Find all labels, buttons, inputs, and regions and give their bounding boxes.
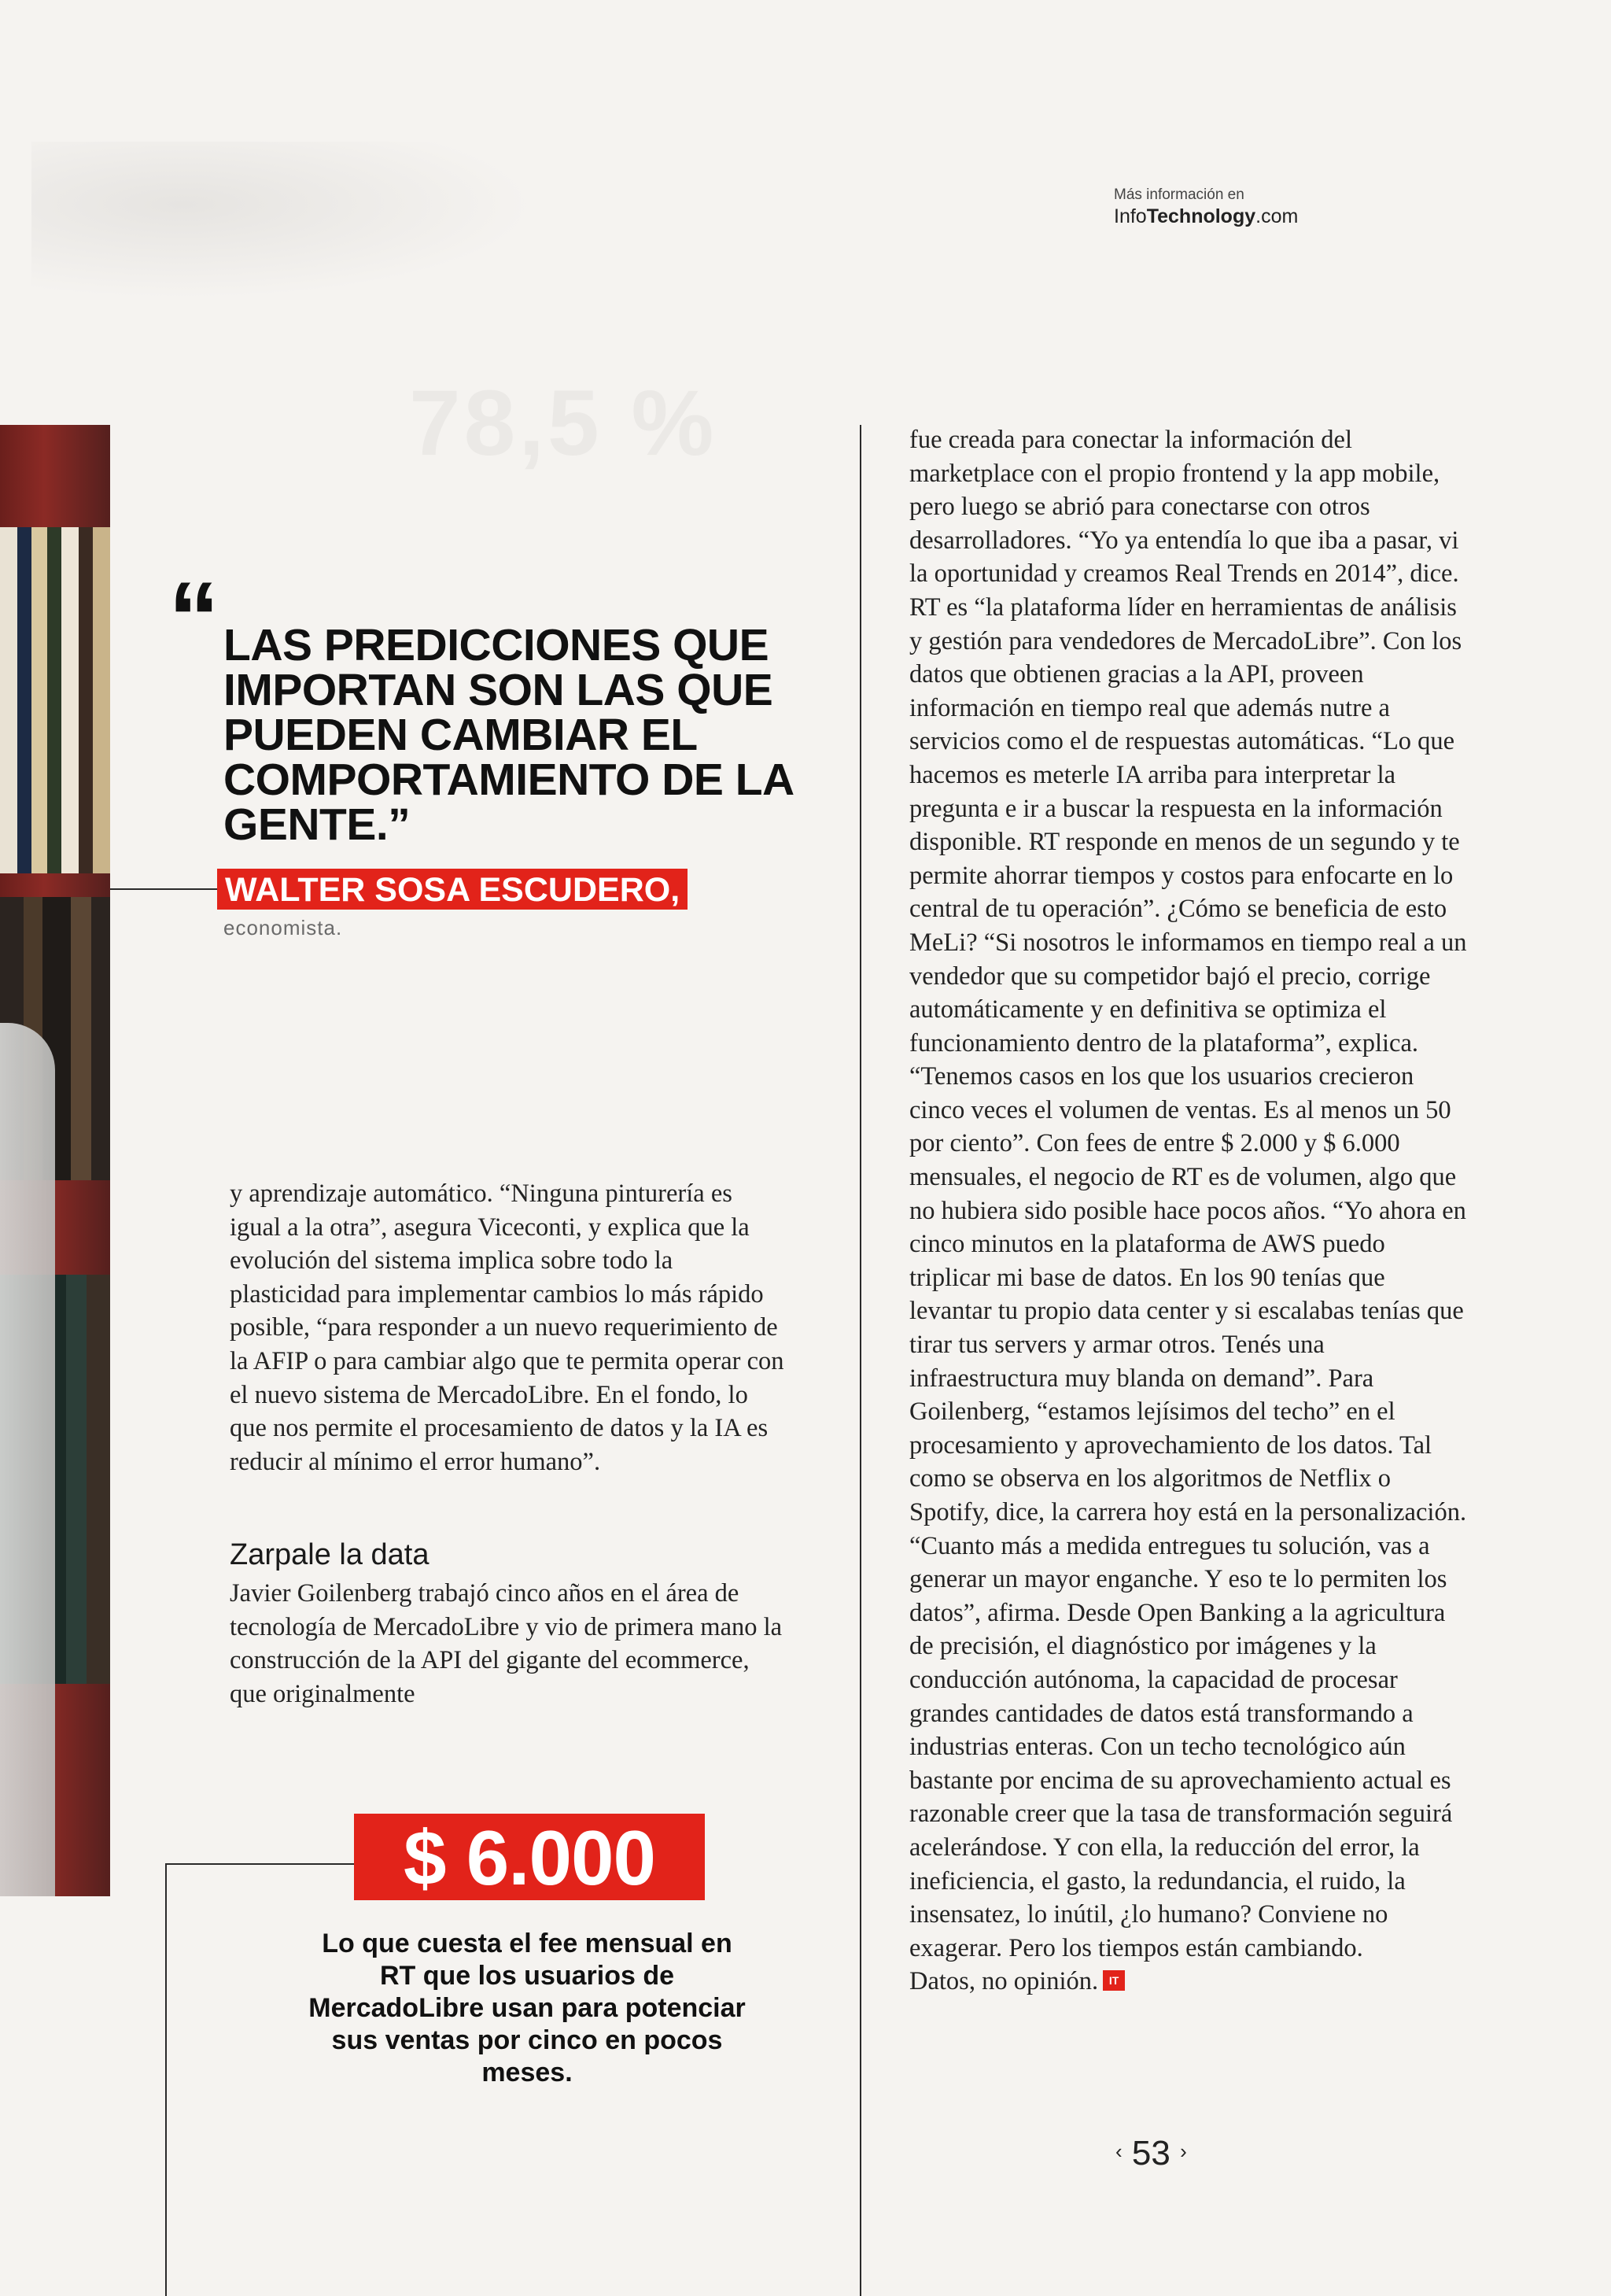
site-url: InfoTechnology.com [1114,205,1299,227]
arrow-left-icon: ‹ [1115,2139,1123,2163]
body-paragraph: y aprendizaje automático. “Ninguna pinturería es igual a la otra”, asegura Viceconti, y explica que la evolución del sistema implica sobre todo la plasticidad para implementar cambios lo más rápido posible, “para responder a un nuevo requerimiento de la AFIP o para cambiar algo que te permita operar con el nuevo sistema de MercadoLibre. En el fondo, lo que nos permite el procesamiento de datos y la IA es reducir al mínimo el error humano”. [230,1179,784,1476]
bookshelf-photo [0,425,110,1896]
stat-value: $ 6.000 [354,1814,705,1900]
more-info-link[interactable] [1114,186,1298,229]
page-number [1115,2134,1187,2173]
arrow-right-icon: › [1180,2139,1187,2163]
stat-box-rule [165,1863,167,2296]
page-number-value: 53 [1131,2134,1170,2172]
closing-line: Datos, no opinión. IT [909,1965,1468,1999]
stat-box-rule [165,1863,354,1865]
faded-background-graphic [31,142,535,299]
column-divider [860,425,861,2296]
right-column [909,423,1468,1999]
chair-photo-detail [0,1023,55,1896]
bookshelf-row [0,527,110,873]
pull-quote: LAS PREDICCIONES QUE IMPORTAN SON LAS QUE PUEDEN CAMBIAR EL COMPORTAMIENTO DE LA GENTE.” [223,620,793,850]
quote-author-role: economista. [223,916,343,939]
more-info-label: Más información en [1114,186,1244,203]
stat-description: Lo que cuesta el fee mensual en RT que los usuarios de MercadoLibre usan para potenciar sus ventas por cinco en pocos meses. [308,1929,746,2087]
end-mark-icon: IT [1103,1970,1125,1991]
body-paragraph: Javier Goilenberg trabajó cinco años en el área de tecnología de MercadoLibre y vio de primera mano la construcción de la API del gigante del ecommerce, que originalmente [230,1579,783,1708]
author-rule [110,888,220,890]
faded-background-stat: 78,5 % [409,371,717,475]
section-subhead: Zarpale la data [230,1538,429,1571]
body-paragraph: fue creada para conectar la información del marketplace con el propio frontend y la app mobile, pero luego se abrió para conectarse con otros desarrolladores. “Yo ya entendía lo que iba a pasar, vi la oportunidad y creamos Real Trends en 2014”, dice. RT es “la plataforma líder en herramientas de análisis y gestión para vendedores de MercadoLibre”. Con los datos que obtienen gracias a la API, proveen información en tiempo real que además nutre a servicios como el de respuestas automáticas. “Lo que hacemos es meterle IA arriba para interpretar la pregunta e ir a buscar la respuesta en la información disponible. RT responde en menos de un segundo y te permite ahorrar tiempos y costos para enfocarte en lo central de tu operación”. ¿Cómo se beneficia de esto MeLi? “Si nosotros le informamos en tiempo real a un vendedor que su competidor bajó el precio, corrige automáticamente y en definitiva se optimiza el funcionamiento dentro de la plataforma”, explica. “Tenemos casos en los que los usuarios crecieron cinco veces el volumen de ventas. Es al menos un 50 por ciento”. Con fees de entre $ 2.000 y $ 6.000 mensuales, el negocio de RT es de volumen, algo que no hubiera sido posible hace pocos años. “Yo ahora en cinco minutos en la plataforma de AWS puedo triplicar mi base de datos. En los 90 tenías que levantar tu propio data center y si escalabas tenías que tirar tus servers y armar otros. Tenés una infraestructura muy blanda on demand”. Para Goilenberg, “estamos lejísimos del techo” en el procesamiento y aprovechamiento de los datos. Tal como se observa en los algoritmos de Netflix o Spotify, dice, la carrera hoy está en la personalización. “Cuanto más a medida entregues tu solución, vas a generar un mayor enganche. Y eso te lo permiten los datos”, afirma. Desde Open Banking a la agricultura de precisión, el diagnóstico por imágenes y la conducción autónoma, la capacidad de procesar grandes cantidades de datos está transformando a industrias enteras. Con un techo tecnológico aún bastante por encima de su aprovechamiento actual es razonable creer que la tasa de transformación seguirá acelerándose. Y con ella, la reducción del error, la ineficiencia, el gasto, la redundancia, el ruido, la insensatez, lo inútil, ¿lo humano? Conviene no exagerar. Pero los tiempos están cambiando. [909,426,1467,1962]
quote-mark-icon: “ [168,560,219,675]
quote-author: WALTER SOSA ESCUDERO, [217,869,688,910]
